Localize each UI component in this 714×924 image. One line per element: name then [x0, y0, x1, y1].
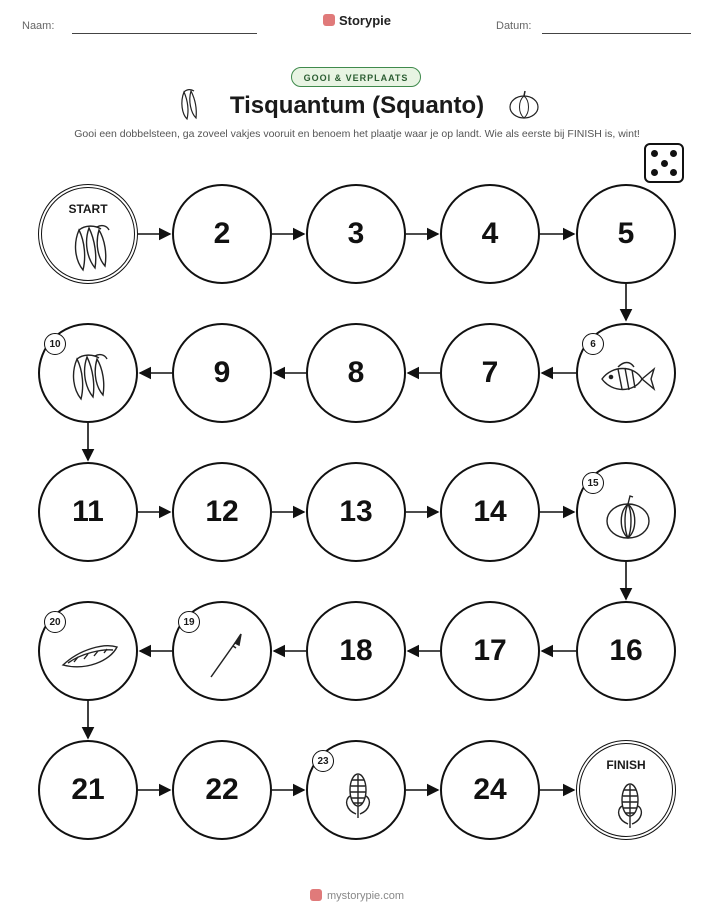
board-space-24 — [440, 740, 540, 840]
finish-space — [576, 740, 676, 840]
fish-icon — [598, 359, 648, 409]
board-space-14 — [440, 462, 540, 562]
activity-tag: GOOI & VERPLAATS — [291, 67, 421, 87]
space-number: 13 — [339, 495, 373, 528]
space-number: 17 — [473, 634, 507, 667]
space-number: 4 — [481, 217, 499, 250]
board-space-18 — [306, 601, 406, 701]
board-space-4 — [440, 184, 540, 284]
board-space-6 — [576, 323, 676, 423]
space-number: 5 — [617, 217, 635, 250]
brand-logo: Storypie — [0, 13, 714, 28]
instructions: Gooi een dobbelsteen, ga zoveel vakjes vooruit en benoem het plaatje waar je op landt. Wie als eerste bij FINISH is, wint! — [74, 128, 640, 140]
space-number: 16 — [609, 634, 643, 667]
space-number: 21 — [71, 773, 105, 806]
space-number: 7 — [481, 356, 499, 389]
space-number: 14 — [473, 495, 507, 528]
board-space-15 — [576, 462, 676, 562]
spear-icon — [199, 631, 249, 681]
board-space-8 — [306, 323, 406, 423]
finish-label: FINISH — [606, 758, 646, 772]
board-space-2 — [172, 184, 272, 284]
space-number-badge: 23 — [312, 750, 334, 772]
space-number: 8 — [347, 356, 365, 389]
space-number: 3 — [347, 217, 365, 250]
board-space-20 — [38, 601, 138, 701]
space-number-badge: 6 — [582, 333, 604, 355]
canoe-icon — [60, 637, 110, 687]
board-space-12 — [172, 462, 272, 562]
space-number-badge: 10 — [44, 333, 66, 355]
board-space-5 — [576, 184, 676, 284]
space-number: 2 — [213, 217, 231, 250]
name-label: Naam: — [22, 20, 55, 32]
space-number: 18 — [339, 634, 373, 667]
board-space-22 — [172, 740, 272, 840]
board-space-23 — [306, 740, 406, 840]
corn-icon — [338, 770, 388, 820]
space-number: 11 — [72, 495, 104, 528]
footer-site: mystorypie.com — [0, 889, 714, 902]
beans-icon — [67, 224, 117, 270]
board-space-19 — [172, 601, 272, 701]
board-space-10 — [38, 323, 138, 423]
board-space-21 — [38, 740, 138, 840]
start-space — [38, 184, 138, 284]
space-number: 24 — [473, 773, 507, 806]
board-space-17 — [440, 601, 540, 701]
board-space-3 — [306, 184, 406, 284]
date-label: Datum: — [496, 20, 532, 32]
space-number-badge: 20 — [44, 611, 66, 633]
space-number: 9 — [213, 356, 231, 389]
space-number: 22 — [205, 773, 239, 806]
board-space-7 — [440, 323, 540, 423]
storypie-logo-icon — [310, 889, 322, 901]
page-title: Tisquantum (Squanto) — [229, 92, 485, 119]
pumpkin-icon — [603, 492, 653, 542]
board-space-16 — [576, 601, 676, 701]
beans-icon — [65, 353, 115, 403]
space-number: 12 — [205, 495, 239, 528]
board-space-11 — [38, 462, 138, 562]
board-space-9 — [172, 323, 272, 423]
space-number-badge: 15 — [582, 472, 604, 494]
board-space-13 — [306, 462, 406, 562]
space-number-badge: 19 — [178, 611, 200, 633]
corn-icon — [610, 780, 660, 826]
start-label: START — [68, 202, 108, 216]
